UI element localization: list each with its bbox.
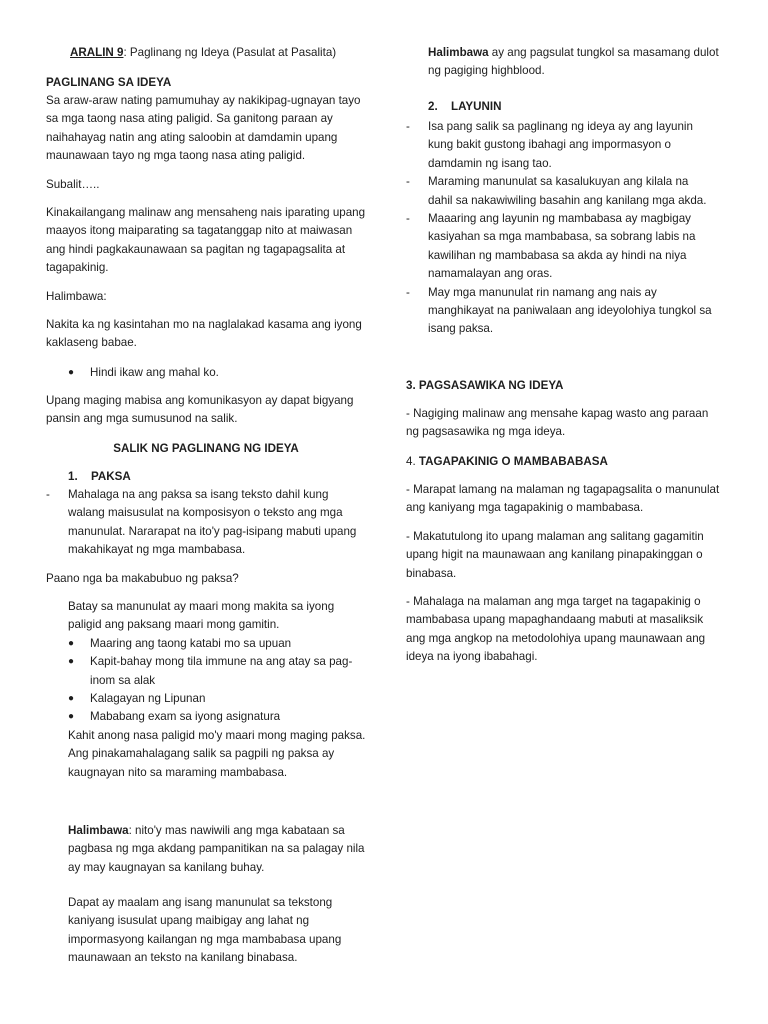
halimbawa2-text: : nito'y mas nawiwili ang mga kabataan sa pagbasa ng mga akdang pampanitikan na sa palagay nila ay may kaugnayan sa kanilang buhay. [68, 824, 365, 874]
dash-marker: - [46, 488, 50, 501]
halimbawa-label: Halimbawa: [46, 290, 107, 303]
list-item-text: Maraming manunulat sa kasalukuyan ang kilala na dahil sa nakawiwiling basahin ang kanilang mga akda. [428, 175, 707, 207]
halimbawa2-paragraph [68, 822, 366, 877]
dash-marker: - [406, 120, 410, 133]
tagapakinig-number: 4. [406, 455, 419, 468]
pagsasawika-paragraph: - Nagiging malinaw ang mensahe kapag wasto ang paraan ng pagsasawika ng mga ideya. [406, 407, 709, 439]
paksa-label: PAKSA [91, 470, 131, 483]
pinaka-text: Ang pinakamahalagang salik sa pagpili ng paksa ay kaugnayan nito sa maraming mambabasa. [68, 747, 335, 779]
list-item [68, 653, 366, 690]
halimbawa-text-right: ay ang pagsulat tungkol sa masamang dulot ng pagiging highblood. [428, 46, 719, 78]
paksa-number: 1. [68, 470, 78, 483]
bullet-icon: ● [68, 637, 75, 649]
layunin-list [406, 118, 716, 339]
pagsasawika-heading: 3. PAGSASAWIKA NG IDEYA [406, 379, 564, 392]
lesson-title [70, 44, 370, 62]
list-item [406, 173, 716, 210]
bullet-icon: ● [68, 656, 75, 668]
list-item [406, 210, 716, 284]
tagapakinig-paragraph: - Makatutulong ito upang malaman ang salitang gagamitin upang higit na maunawaan ang kanilang pinapakinggan o binabasa. [406, 530, 704, 580]
tagapakinig-paragraph: - Mahalaga na malaman ang mga target na tagapakinig o mambabasa upang mapaghandaang mabuti at masaliksik ang mga angkop na metodolohiya upang maunawaan ang ideya na iyong ibabahagi. [406, 595, 706, 664]
intro-paragraph: Sa araw-araw nating pamumuhay ay nakikipag-ugnayan tayo sa mga taong nasa ating paligid. Sa ganitong paraan ay naihahayag natin ang ating saloobin at damdamin upang maunawaan tayo ng mga taong nasa ating paligid. [46, 94, 361, 163]
list-item-text: Mababang exam sa iyong asignatura [90, 710, 281, 724]
layunin-heading [406, 98, 741, 116]
paksa-heading [46, 468, 366, 486]
paksa-bullet-list [68, 635, 366, 727]
list-item [406, 118, 716, 173]
list-item-text: Kapit-bahay mong tila immune na ang atay sa pag-inom sa alak [90, 655, 353, 687]
paano-question: Paano nga ba makabubuo ng paksa? [46, 572, 239, 585]
tagapakinig-heading [406, 453, 724, 471]
bullet-icon: ● [68, 367, 75, 378]
paksa-sources-block [68, 598, 366, 782]
tagapakinig-label: TAGAPAKINIG O MAMBABABASA [418, 455, 608, 468]
list-item-text: Maaring ang taong katabi mo sa upuan [90, 636, 292, 650]
paksa-dash-text: Mahalaga na ang paksa sa isang teksto dahil kung walang maisusulat na komposisyon o teksto ang mga manunulat. Nararapat na ito'y pag-isipang mabuti upang makahikayat ng mga mambabasa. [68, 488, 357, 557]
list-item [68, 708, 366, 726]
list-item-text: Kalagayan ng Lipunan [90, 692, 206, 706]
tagapakinig-paragraph: - Marapat lamang na malaman ng tagapagsalita o manunulat ang kaniyang mga tagapakinig o mambabasa. [406, 483, 720, 515]
list-item [68, 690, 366, 708]
list-item [68, 635, 366, 653]
batay-text: Batay sa manunulat ay maari mong makita sa iyong paligid ang paksang maari mong gamitin. [68, 600, 335, 632]
dash-marker: - [406, 212, 410, 226]
list-item-text: Isa pang salik sa paglinang ng ideya ay ang layunin kung bakit gustong ibahagi ang impormasyon o damdamin ng isang tao. [428, 120, 693, 170]
quote-text: Hindi ikaw ang mahal ko. [90, 366, 219, 379]
dash-marker: - [406, 285, 410, 299]
dash-marker: - [406, 175, 410, 189]
halimbawa2-label: Halimbawa [68, 824, 129, 837]
layunin-number: 2. [428, 100, 438, 113]
paksa-dash-item [46, 486, 368, 560]
halimbawa-paragraph: Nakita ka ng kasintahan mo na naglalakad kasama ang iyong kaklaseng babae. [46, 318, 362, 350]
halimbawa-label-right: Halimbawa [428, 46, 489, 59]
list-item [406, 284, 716, 339]
highblood-example [428, 44, 724, 81]
dapat-paragraph: Dapat ay maalam ang isang manunulat sa tekstong kaniyang isusulat upang maibigay ang lahat ng impormasyong kailangan ng mga mambabasa upang maunawaan an teksto na kanilang binabasa. [68, 896, 342, 965]
list-item-text: May mga manunulat rin namang ang nais ay manghikayat na paniwalaan ang ideyolohiya tungkol sa isang paksa. [428, 285, 712, 336]
bullet-icon: ● [68, 693, 75, 705]
bullet-icon: ● [68, 711, 75, 723]
list-item-text: Maaaring ang layunin ng mambabasa ay magbigay kasiyahan sa mga mambabasa, sa sobrang labis na kawilihan ng mambabasa sa akda ay hindi na niya namamalayan ang oras. [428, 212, 696, 281]
lesson-title-text: : Paglinang ng Ideya (Pasulat at Pasalita) [123, 46, 337, 59]
quote-bullet [68, 364, 380, 382]
section-heading-paglinang: PAGLINANG SA IDEYA [46, 76, 172, 89]
lesson-number: ARALIN 9 [70, 46, 124, 59]
salik-heading: SALIK NG PAGLINANG NG IDEYA [113, 442, 299, 455]
subalit-text: Subalit….. [46, 178, 100, 191]
upang-paragraph: Upang maging mabisa ang komunikasyon ay dapat bigyang pansin ang mga sumusunod na salik. [46, 394, 354, 426]
kahit-text: Kahit anong nasa paligid mo'y maari mong maging paksa. [68, 728, 366, 742]
kinakailangan-paragraph: Kinakailangang malinaw ang mensaheng nais iparating upang maayos itong maiparating sa tagatanggap nito at maiwasan ang hindi pagkakaunawaan sa pagitan ng tagapagsalita at tagapakinig. [46, 206, 366, 275]
layunin-label: LAYUNIN [451, 100, 502, 113]
